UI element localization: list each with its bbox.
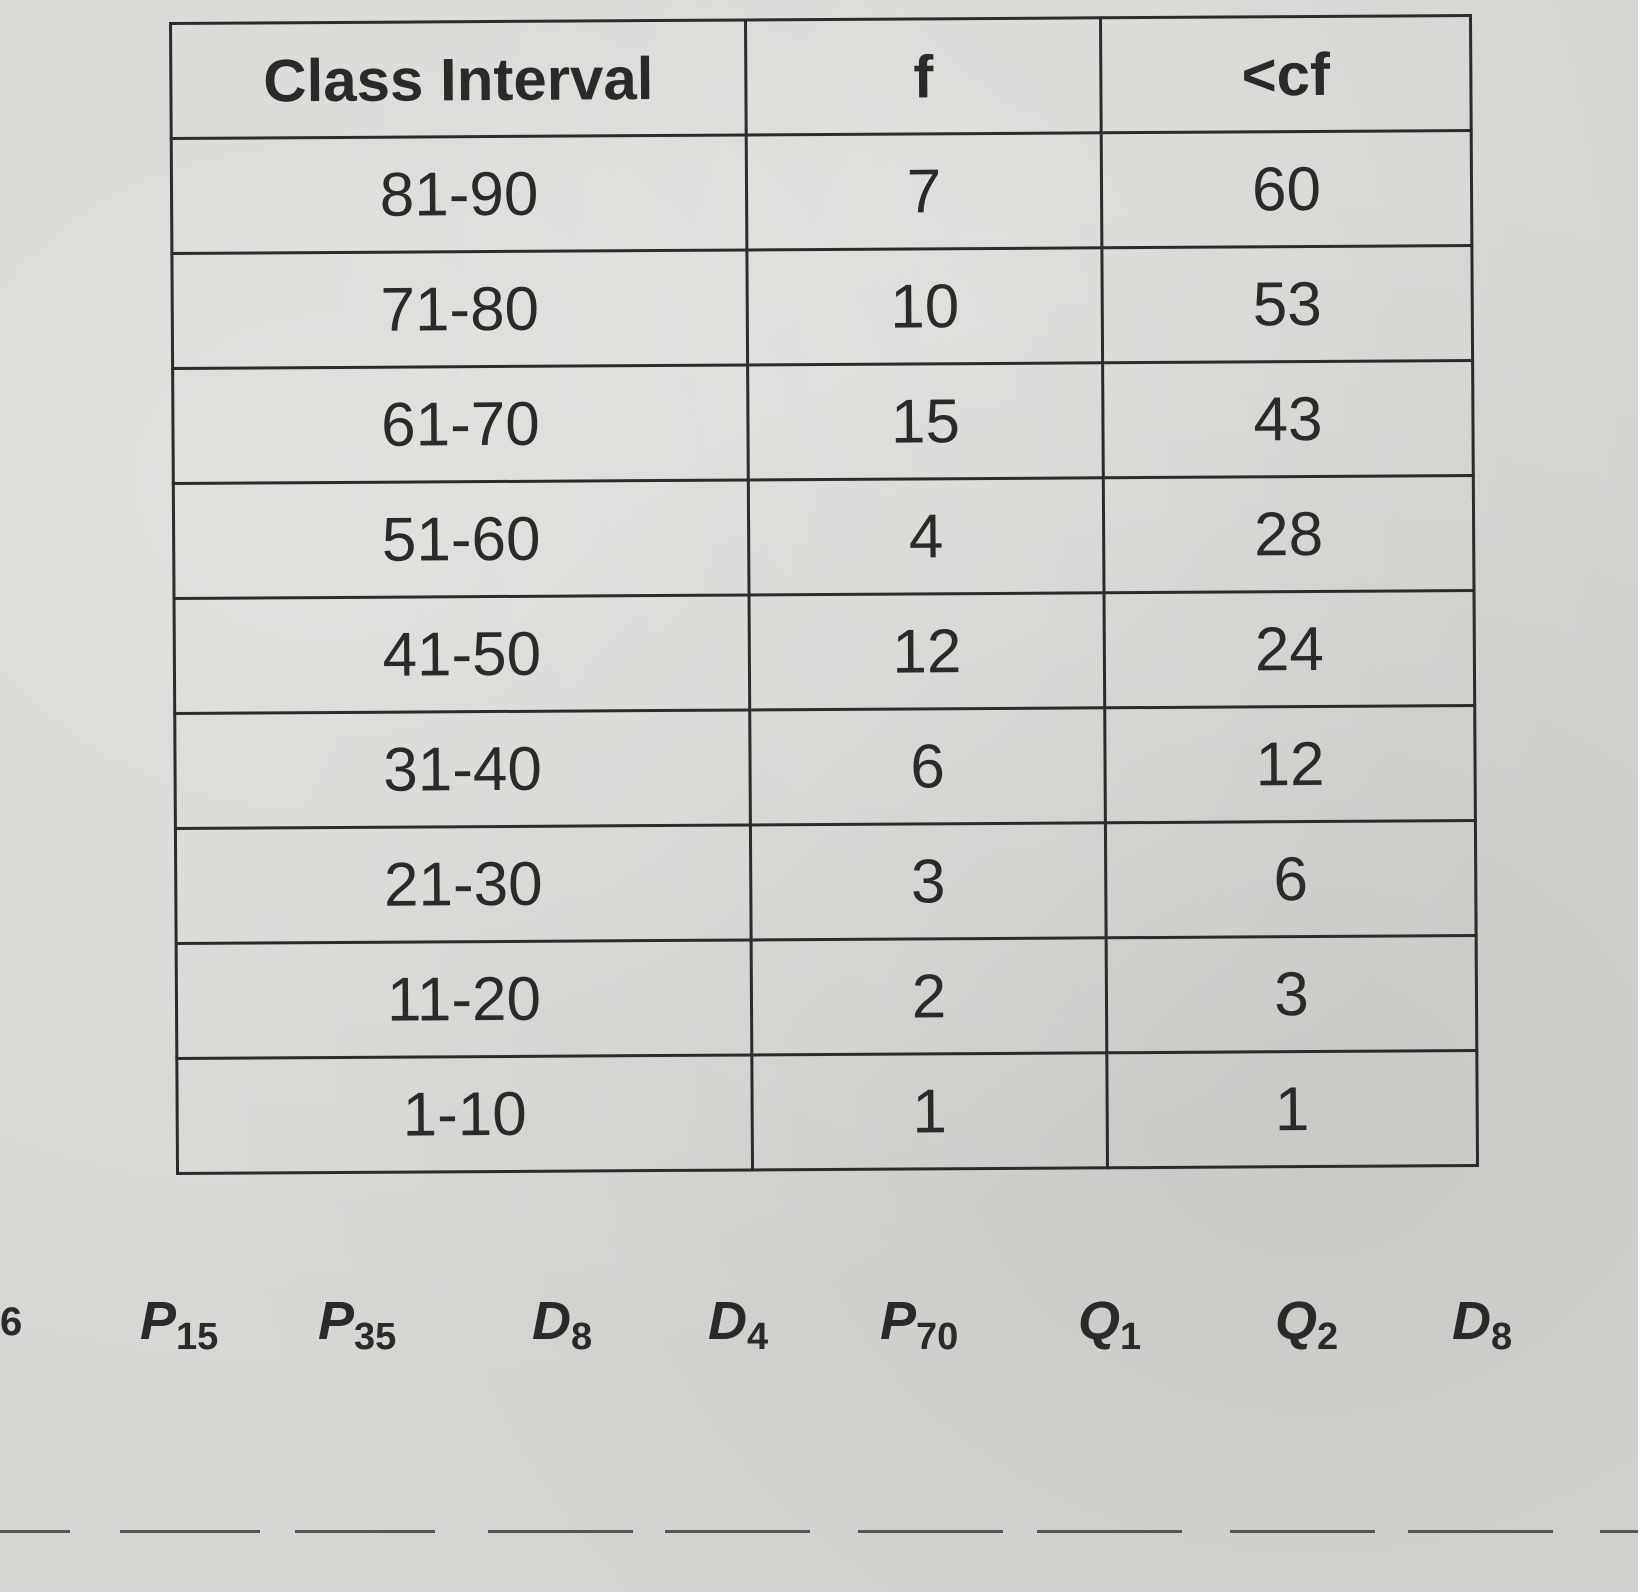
answer-blank[interactable]: [1230, 1530, 1375, 1533]
cumulative-frequency-cell: 1: [1107, 1051, 1478, 1168]
question-number: 6: [0, 1300, 23, 1344]
table-row: [172, 246, 1473, 369]
frequency-cell: 7: [746, 133, 1102, 250]
answer-blank[interactable]: [1408, 1530, 1553, 1533]
cumulative-frequency-cell: 3: [1106, 936, 1477, 1053]
class-interval-cell: 71-80: [172, 250, 748, 369]
answer-blank[interactable]: [120, 1530, 260, 1533]
frequency-cell: 2: [751, 938, 1107, 1055]
frequency-cell: 4: [748, 478, 1104, 595]
measure-symbol: $D_8$: [1452, 1291, 1513, 1358]
measure-symbol: $P_{15}$: [140, 1291, 219, 1358]
class-interval-cell: 61-70: [173, 365, 749, 484]
measure-symbol: $Q_2$: [1275, 1291, 1339, 1358]
frequency-cell: 1: [752, 1053, 1108, 1170]
class-interval-cell: 1-10: [177, 1055, 753, 1174]
answer-blank[interactable]: [0, 1530, 70, 1533]
table-row: [171, 131, 1472, 254]
table-header-row: [171, 16, 1472, 139]
answer-blank[interactable]: [295, 1530, 435, 1533]
table-row: [173, 361, 1474, 484]
class-interval-cell: 41-50: [174, 595, 750, 714]
header-frequency: f: [745, 18, 1101, 135]
cumulative-frequency-cell: 28: [1103, 476, 1474, 593]
answer-blank[interactable]: [488, 1530, 633, 1533]
table-row: [175, 821, 1476, 944]
cumulative-frequency-cell: 24: [1104, 591, 1475, 708]
cumulative-frequency-cell: 53: [1102, 246, 1473, 363]
class-interval-cell: 31-40: [175, 710, 751, 829]
frequency-cell: 12: [749, 593, 1105, 710]
frequency-cell: 10: [747, 248, 1103, 365]
cumulative-frequency-cell: 6: [1105, 821, 1476, 938]
measure-symbols-row: [0, 1290, 1638, 1370]
measure-symbol: $D_4$: [708, 1291, 769, 1358]
table-row: [173, 476, 1474, 599]
frequency-cell: 15: [748, 363, 1104, 480]
cumulative-frequency-cell: 12: [1105, 706, 1476, 823]
header-class-interval: Class Interval: [171, 20, 747, 139]
answer-blank[interactable]: [665, 1530, 810, 1533]
cumulative-frequency-cell: 43: [1103, 361, 1474, 478]
table-row: [174, 591, 1475, 714]
class-interval-cell: 51-60: [173, 480, 749, 599]
frequency-table: [169, 14, 1479, 1175]
header-cumulative-frequency: <cf: [1100, 16, 1471, 133]
class-interval-cell: 21-30: [175, 825, 751, 944]
table-row: [175, 706, 1476, 829]
table-row: [177, 1051, 1478, 1174]
class-interval-cell: 11-20: [176, 940, 752, 1059]
measure-symbol: $P_{70}$: [880, 1291, 959, 1358]
measure-symbol: $P_{35}$: [318, 1291, 397, 1358]
measure-symbol: $Q_1$: [1078, 1291, 1142, 1358]
cumulative-frequency-cell: 60: [1101, 131, 1472, 248]
frequency-cell: 6: [750, 708, 1106, 825]
class-interval-cell: 81-90: [171, 135, 747, 254]
answer-blank[interactable]: [1037, 1530, 1182, 1533]
answer-blank[interactable]: [1600, 1530, 1638, 1533]
frequency-cell: 3: [750, 823, 1106, 940]
table-row: [176, 936, 1477, 1059]
answer-blank[interactable]: [858, 1530, 1003, 1533]
measure-symbol: $D_8$: [532, 1291, 593, 1358]
